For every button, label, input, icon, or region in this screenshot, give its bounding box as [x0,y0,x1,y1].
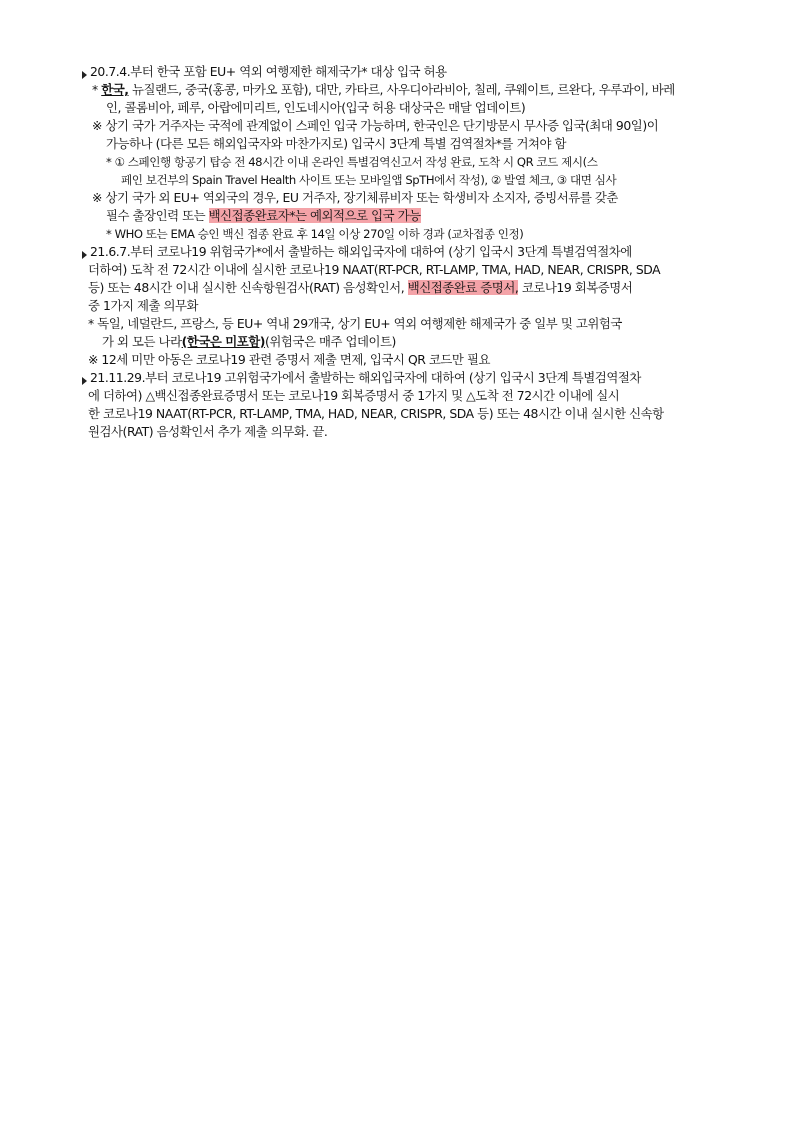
section-body: 에 더하여) △백신접종완료증명서 또는 코로나19 회복증명서 중 1가지 및 △도착 전 72시간 이내에 실시 [88,388,620,403]
bullet-triangle-icon [82,377,87,385]
section-body: 더하여) 도착 전 72시간 이내에 실시한 코로나19 NAAT(RT-PCR, RT-LAMP, TMA, HAD, NEAR, CRISPR, SDA [88,262,661,277]
country-korea: 한국, [101,82,129,97]
country-list-note-cont: 인, 콜롬비아, 페루, 아랍에미리트, 인도네시아(입국 허용 대상국은 매달 업데이트) [106,100,526,115]
country-list-note: * 한국, 뉴질랜드, 중국(홍콩, 마카오 포함), 대만, 카타르, 사우디아라비아, 칠레, 쿠웨이트, 르완다, 우루과이, 바레 [92,82,675,97]
section-heading: 20.7.4.부터 한국 포함 EU+ 역외 여행제한 해제국가* 대상 입국 허용 [90,64,447,79]
section-body: 원검사(RAT) 음성확인서 추가 제출 의무화. 끝. [88,424,328,439]
child-exemption-note: ※ 12세 미만 아동은 코로나19 관련 증명서 제출 면제, 입국시 QR 코드만 필요 [88,352,490,367]
korea-excluded-label: (한국은 미포함) [181,334,265,349]
reference-note-cont: 가능하나 (다른 모든 해외입국자와 마찬가지로) 입국시 3단계 특별 검역절차*를 거쳐야 함 [106,136,567,151]
highlight-vaccinated-exception: 백신접종완료자*는 예외적으로 입국 가능 [208,208,421,223]
risk-country-note: * 독일, 네덜란드, 프랑스, 등 EU+ 역내 29개국, 상기 EU+ 역외 여행제한 해제국가 중 일부 및 고위험국 [88,316,622,331]
section-body: 중 1가지 제출 의무화 [88,298,199,313]
section-body: 한 코로나19 NAAT(RT-PCR, RT-LAMP, TMA, HAD, NEAR, CRISPR, SDA 등) 또는 48시간 이내 실시한 신속항 [88,406,664,421]
bullet-triangle-icon [82,71,87,79]
exception-note-cont: 필수 출장인력 또는 백신접종완료자*는 예외적으로 입국 가능 [106,208,421,223]
vaccine-criteria-note: * WHO 또는 EMA 승인 백신 접종 완료 후 14일 이상 270일 이하 경과 (교차접종 인정) [106,227,524,241]
procedure-note-cont: 페인 보건부의 Spain Travel Health 사이트 또는 모바일앱 SpTH에서 작성), ② 발열 체크, ③ 대면 심사 [121,173,617,187]
exception-note: ※ 상기 국가 외 EU+ 역외국의 경우, EU 거주자, 장기체류비자 또는 학생비자 소지자, 증빙서류를 갖춘 [92,190,618,205]
reference-note: ※ 상기 국가 거주자는 국적에 관계없이 스페인 입국 가능하며, 한국인은 단기방문시 무사증 입국(최대 90일)이 [92,118,659,133]
bullet-triangle-icon [82,251,87,259]
section-heading: 21.11.29.부터 코로나19 고위험국가에서 출발하는 해외입국자에 대하여 (상기 입국시 3단계 특별검역절차 [90,370,641,385]
section-body: 등) 또는 48시간 이내 실시한 신속항원검사(RAT) 음성확인서, 백신접종완료 증명서, 코로나19 회복증명서 [88,280,633,295]
highlight-vaccination-certificate: 백신접종완료 증명서, [407,280,519,295]
risk-country-note-cont: 가 외 모든 나라(한국은 미포함)(위험국은 매주 업데이트) [102,334,396,349]
section-heading: 21.6.7.부터 코로나19 위험국가*에서 출발하는 해외입국자에 대하여 (상기 입국시 3단계 특별검역절차에 [90,244,632,259]
procedure-note: * ① 스페인행 항공기 탑승 전 48시간 이내 온라인 특별검역신고서 작성 완료, 도착 시 QR 코드 제시(스 [106,155,598,169]
